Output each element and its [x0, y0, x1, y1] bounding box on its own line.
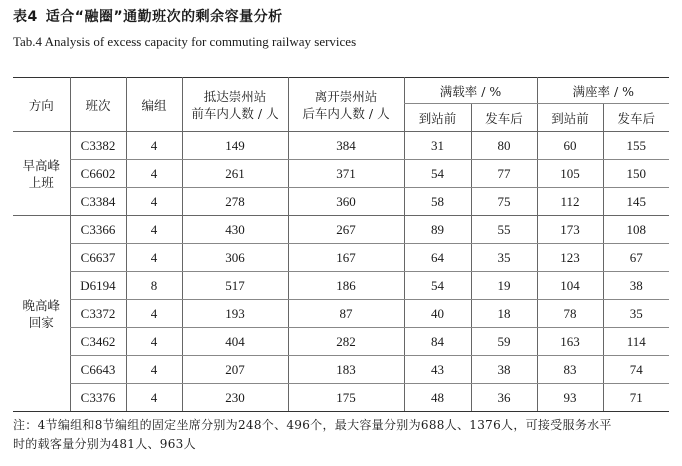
header-arrive-line1: 抵达崇州站 — [203, 88, 267, 104]
cell-depart: 282 — [288, 328, 404, 356]
cell-formation: 4 — [126, 188, 182, 216]
group-label-line1: 晚高峰 — [22, 297, 60, 313]
cell-depart: 384 — [288, 132, 404, 160]
table-row — [13, 216, 669, 244]
cell-seat-after: 108 — [603, 216, 669, 244]
header-arrive-line2: 前车内人数 / 人 — [191, 105, 279, 121]
cell-seat-after: 145 — [603, 188, 669, 216]
cell-load-before: 31 — [404, 132, 471, 160]
cell-depart: 175 — [288, 384, 404, 412]
table-row — [13, 132, 669, 160]
cell-seat-before: 93 — [537, 384, 603, 412]
cell-seat-before: 105 — [537, 160, 603, 188]
header-load-rate: 满载率 / % — [404, 78, 537, 104]
cell-load-before: 64 — [404, 244, 471, 272]
cell-arrive: 230 — [182, 384, 288, 412]
cell-seat-before: 60 — [537, 132, 603, 160]
cell-load-after: 35 — [471, 244, 537, 272]
group-label — [13, 132, 70, 216]
cell-depart: 167 — [288, 244, 404, 272]
cell-seat-before: 78 — [537, 300, 603, 328]
cell-seat-after: 67 — [603, 244, 669, 272]
header-formation: 编组 — [126, 78, 182, 132]
header-direction: 方向 — [13, 78, 70, 132]
cell-arrive: 278 — [182, 188, 288, 216]
header-arrive — [182, 78, 288, 132]
cell-load-before: 48 — [404, 384, 471, 412]
cell-formation: 4 — [126, 356, 182, 384]
cell-seat-after: 114 — [603, 328, 669, 356]
cell-load-before: 84 — [404, 328, 471, 356]
cell-train: C3382 — [70, 132, 126, 160]
cell-seat-before: 173 — [537, 216, 603, 244]
cell-train: C3372 — [70, 300, 126, 328]
cell-load-before: 54 — [404, 272, 471, 300]
cell-load-before: 58 — [404, 188, 471, 216]
cell-train: C6643 — [70, 356, 126, 384]
header-train: 班次 — [70, 78, 126, 132]
cell-formation: 4 — [126, 216, 182, 244]
cell-load-after: 19 — [471, 272, 537, 300]
cell-load-after: 38 — [471, 356, 537, 384]
table-body — [13, 132, 669, 412]
cell-load-after: 75 — [471, 188, 537, 216]
table-row — [13, 300, 669, 328]
header-seat-before: 到站前 — [537, 104, 603, 132]
table-number: 表4 — [13, 9, 38, 25]
cell-formation: 4 — [126, 300, 182, 328]
cell-seat-before: 163 — [537, 328, 603, 356]
table-row — [13, 160, 669, 188]
cell-seat-before: 104 — [537, 272, 603, 300]
cell-train: C6602 — [70, 160, 126, 188]
cell-seat-after: 38 — [603, 272, 669, 300]
table-row — [13, 244, 669, 272]
cell-formation: 4 — [126, 328, 182, 356]
cell-load-before: 43 — [404, 356, 471, 384]
cell-load-before: 40 — [404, 300, 471, 328]
table-note-line1: 注：4节编组和8节编组的固定坐席分别为248个、496个，最大容量分别为688人、1376人，可接受服务水平 — [13, 418, 612, 432]
cell-train: D6194 — [70, 272, 126, 300]
cell-seat-after: 35 — [603, 300, 669, 328]
cell-seat-after: 71 — [603, 384, 669, 412]
cell-formation: 4 — [126, 384, 182, 412]
cell-arrive: 517 — [182, 272, 288, 300]
table-row — [13, 188, 669, 216]
table-note — [13, 416, 669, 454]
header-depart — [288, 78, 404, 132]
cell-train: C6637 — [70, 244, 126, 272]
cell-formation: 4 — [126, 132, 182, 160]
cell-train: C3462 — [70, 328, 126, 356]
table-row — [13, 384, 669, 412]
cell-load-before: 89 — [404, 216, 471, 244]
table-title-text: 适合“融圈”通勤班次的剩余容量分析 — [45, 9, 283, 25]
cell-depart: 371 — [288, 160, 404, 188]
cell-arrive: 207 — [182, 356, 288, 384]
table-row — [13, 272, 669, 300]
header-depart-line1: 离开崇州站 — [314, 88, 378, 104]
cell-arrive: 430 — [182, 216, 288, 244]
cell-arrive: 306 — [182, 244, 288, 272]
cell-depart: 87 — [288, 300, 404, 328]
cell-depart: 267 — [288, 216, 404, 244]
cell-seat-before: 83 — [537, 356, 603, 384]
cell-load-before: 54 — [404, 160, 471, 188]
cell-train: C3376 — [70, 384, 126, 412]
cell-formation: 4 — [126, 244, 182, 272]
cell-depart: 360 — [288, 188, 404, 216]
table-title — [13, 6, 283, 26]
table-row — [13, 356, 669, 384]
table-row — [13, 328, 669, 356]
cell-seat-after: 74 — [603, 356, 669, 384]
cell-seat-before: 123 — [537, 244, 603, 272]
table-subtitle: Tab.4 Analysis of excess capacity for commuting railway services — [13, 34, 357, 49]
cell-arrive: 404 — [182, 328, 288, 356]
group-label-line2: 上班 — [28, 174, 54, 190]
capacity-table — [13, 77, 669, 412]
cell-depart: 183 — [288, 356, 404, 384]
cell-load-after: 36 — [471, 384, 537, 412]
header-seat-rate: 满座率 / % — [537, 78, 669, 104]
cell-seat-after: 150 — [603, 160, 669, 188]
cell-arrive: 261 — [182, 160, 288, 188]
group-label-line2: 回家 — [28, 314, 54, 330]
cell-load-after: 55 — [471, 216, 537, 244]
cell-depart: 186 — [288, 272, 404, 300]
cell-train: C3384 — [70, 188, 126, 216]
cell-train: C3366 — [70, 216, 126, 244]
header-load-after: 发车后 — [471, 104, 537, 132]
cell-arrive: 149 — [182, 132, 288, 160]
cell-seat-before: 112 — [537, 188, 603, 216]
group-label-line1: 早高峰 — [22, 157, 60, 173]
header-depart-line2: 后车内人数 / 人 — [302, 105, 390, 121]
cell-load-after: 59 — [471, 328, 537, 356]
cell-formation: 4 — [126, 160, 182, 188]
cell-load-after: 80 — [471, 132, 537, 160]
table-note-line2: 时的载客量分别为481人、963人 — [13, 437, 196, 451]
cell-arrive: 193 — [182, 300, 288, 328]
group-label — [13, 216, 70, 412]
cell-load-after: 18 — [471, 300, 537, 328]
header-seat-after: 发车后 — [603, 104, 669, 132]
cell-load-after: 77 — [471, 160, 537, 188]
cell-formation: 8 — [126, 272, 182, 300]
cell-seat-after: 155 — [603, 132, 669, 160]
header-load-before: 到站前 — [404, 104, 471, 132]
